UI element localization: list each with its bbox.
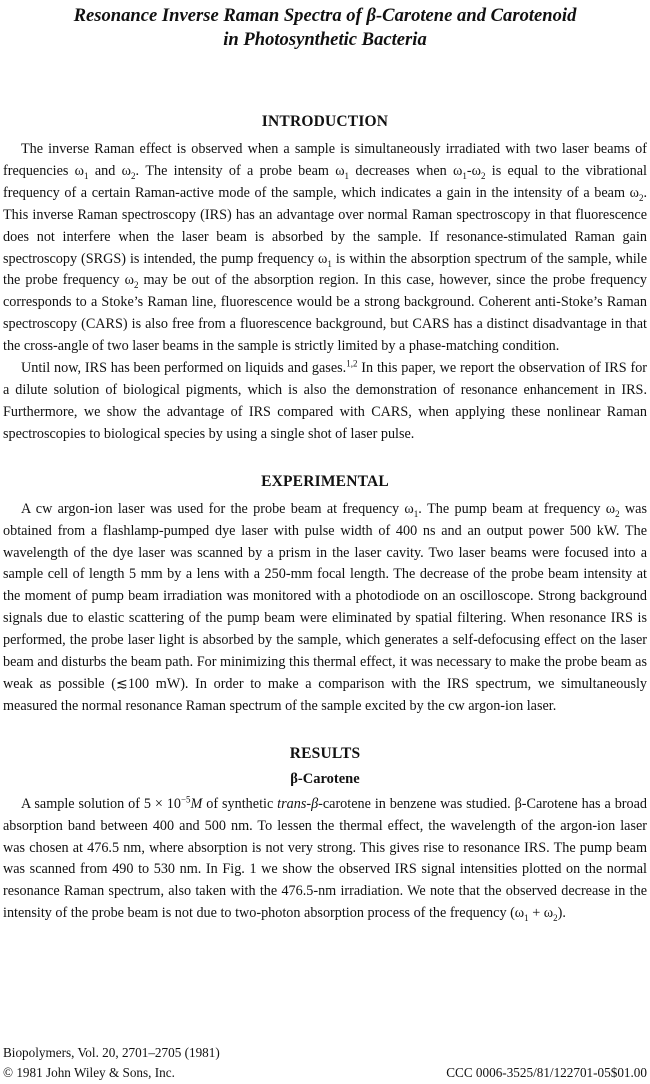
journal-citation: Biopolymers, Vol. 20, 2701–2705 (1981) bbox=[3, 1045, 220, 1060]
paper-title bbox=[3, 4, 647, 52]
ccc-code: CCC 0006-3525/81/122701-05$01.00 bbox=[446, 1065, 647, 1080]
title-line-2: in Photosynthetic Bacteria bbox=[223, 29, 427, 50]
results-paragraph: A sample solution of $5 \times 10^{-5}M$ of synthetic trans-β-carotene in benzene was studied. β-Carotene has a broad absorption band between 400 and 500 nm. To lessen the thermal effect, the wavelength of the argon-ion laser was chosen at 476.5 nm, where absorption is not very strong. This gives rise to resonance IRS. The pump beam was scanned from 490 to 530 nm. In Fig. 1 we show the observed IRS signal intensities plotted on the normal resonance Raman spectrum, also taken with the 476.5-nm irradiation. We note that the observed decrease in the intensity of the probe beam is not due to two-photon absorption process of the frequency $(\omega_1 + \omega_2)$. bbox=[3, 794, 647, 924]
copyright-notice: © 1981 John Wiley & Sons, Inc. bbox=[3, 1065, 175, 1080]
page-footer bbox=[3, 1043, 647, 1083]
title-line-1: Resonance Inverse Raman Spectra of β-Carotene and Carotenoid bbox=[73, 5, 577, 26]
reference-superscript[interactable]: 1,2 bbox=[346, 358, 358, 369]
introduction-heading: INTRODUCTION bbox=[261, 113, 389, 130]
experimental-heading: EXPERIMENTAL bbox=[261, 472, 389, 490]
experimental-paragraph: A cw argon-ion laser was used for the probe beam at frequency $\omega_1$. The pump beam at frequency $\omega_2$ was obtained from a flashlamp-pumped dye laser with pulse width of 400 ns and an output power 500 kW. The wavelength of the dye laser was scanned by a prism in the laser cavity. Two laser beams were focused into a sample cell of length 5 mm by a lens with a 250-mm focal length. The decrease of the probe beam intensity at the moment of pump beam irradiation was monitored with a photodiode on an oscilloscope. Strong background signals due to elastic scattering of the pump beam were eliminated by spatial filtering. When resonance IRS is performed, the probe laser light is absorbed by the sample, which generates a self-defocusing effect on the laser beam and disturbs the beam path. For minimizing this thermal effect, it was necessary to make the probe beam as weak as possible (≲100 mW). In order to make a comparison with the IRS spectrum, we simultaneously measured the normal resonance Raman spectrum of the sample excited by the cw argon-ion laser. bbox=[3, 500, 647, 714]
introduction-paragraph-1: The inverse Raman effect is observed when a sample is simultaneously irradiated with two laser beams of frequencies $\omega_1$ and $\omega_2$. The intensity of a probe beam $\omega_1$ decreases when $\omega_1-\omega_2$ is equal to the vibrational frequency of a certain Raman-active mode of the sample, which indicates a gain in the intensity of a beam $\omega_2$. This inverse Raman spectroscopy (IRS) has an advantage over normal Raman spectroscopy in that fluorescence does not interfere when the laser beam is absorbed by the sample. If resonance-stimulated Raman gain spectroscopy (SRGS) is intended, the pump frequency $\omega_1$ is within the absorption spectrum of the sample, while the probe frequency $\omega_2$ may be out of the absorption region. In this case, however, since the probe frequency corresponds to a Stoke’s Raman line, fluorescence would be a strong background. Coherent anti-Stoke’s Raman spectroscopy (CARS) is also free from a fluorescence background, but CARS has a distinct disadvantage in that the cross-angle of two laser beams in the sample is strictly limited by a phase-matching condition. bbox=[3, 141, 648, 355]
introduction-paragraph-2: Until now, IRS has been performed on liquids and gases.$^{1,2}$ In this paper, we report the observation of IRS for a dilute solution of biological pigments, which is also the demonstration of resonance enhancement in IRS. Furthermore, we show the advantage of IRS compared with CARS, when applying these nonlinear Raman spectroscopies to biological species by using a single shot of laser pulse. bbox=[3, 358, 648, 442]
results-heading: RESULTS bbox=[289, 744, 361, 762]
beta-carotene-subheading: β-Carotene bbox=[290, 770, 360, 787]
